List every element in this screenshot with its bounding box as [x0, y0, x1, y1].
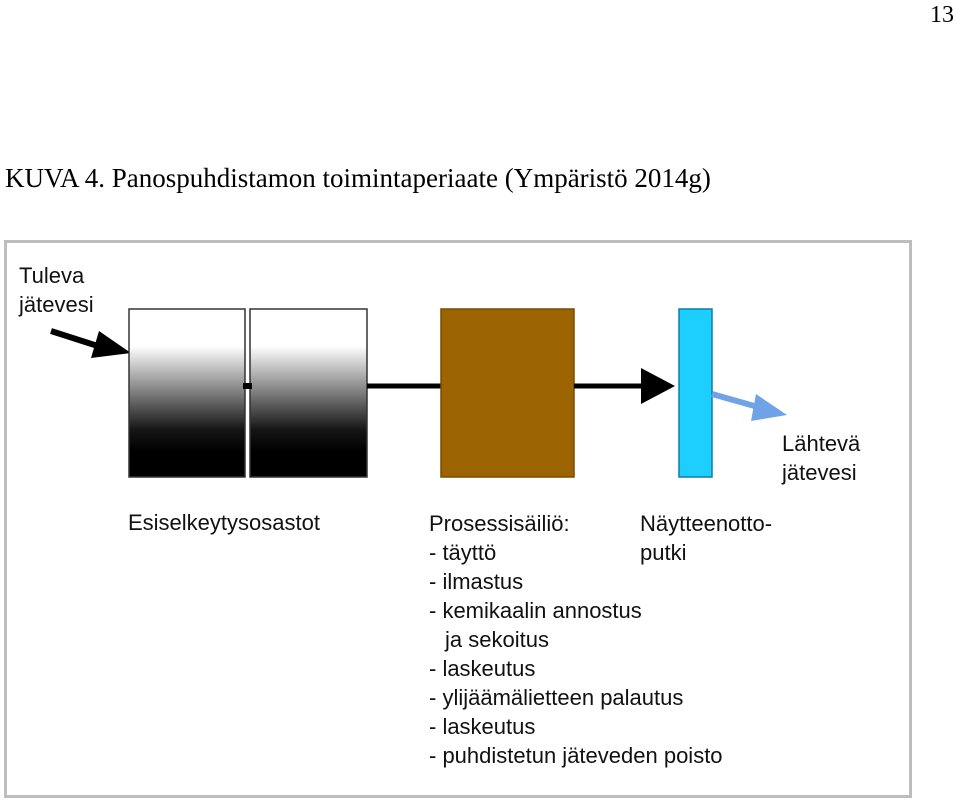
pretreatment-tank-1	[129, 309, 245, 477]
outflow-label-line-2: jätevesi	[782, 460, 857, 485]
process-step: - laskeutus	[429, 656, 536, 681]
process-tank	[441, 309, 574, 477]
inflow-label-line-1: Tuleva	[19, 263, 85, 288]
process-step: - täyttö	[429, 540, 497, 565]
outflow-label-line-1: Lähtevä	[782, 431, 861, 456]
inflow-arrow-head	[91, 331, 131, 358]
pretreatment-label: Esiselkeytysosastot	[128, 510, 320, 535]
figure-caption: KUVA 4. Panospuhdistamon toimintaperiaate (Ympäristö 2014g)	[5, 163, 711, 193]
process-step: - ylijäämälietteen palautus	[429, 685, 684, 710]
inflow-label-line-2: jätevesi	[19, 292, 94, 317]
process-steps-list	[429, 538, 723, 770]
sampling-label-line-2: putki	[640, 540, 687, 565]
sampling-label	[640, 509, 772, 567]
outflow-arrow-head	[751, 394, 787, 421]
process-step: ja sekoitus	[445, 627, 549, 652]
process-step: - puhdistetun jäteveden poisto	[429, 743, 723, 768]
process-step: - kemikaalin annostus	[429, 598, 642, 623]
sampling-pipe	[679, 309, 712, 477]
inflow-label	[19, 261, 94, 319]
outflow-label	[782, 429, 860, 487]
process-step: - ilmastus	[429, 569, 524, 594]
flow-arrow-head	[641, 368, 675, 404]
sampling-label-line-1: Näytteenotto-	[640, 511, 773, 536]
process-tank-title: Prosessisäiliö:	[429, 511, 570, 536]
diagram-frame	[4, 240, 912, 798]
page-number: 13	[930, 2, 954, 28]
process-step: - laskeutus	[429, 714, 536, 739]
pretreatment-tank-2	[250, 309, 367, 477]
